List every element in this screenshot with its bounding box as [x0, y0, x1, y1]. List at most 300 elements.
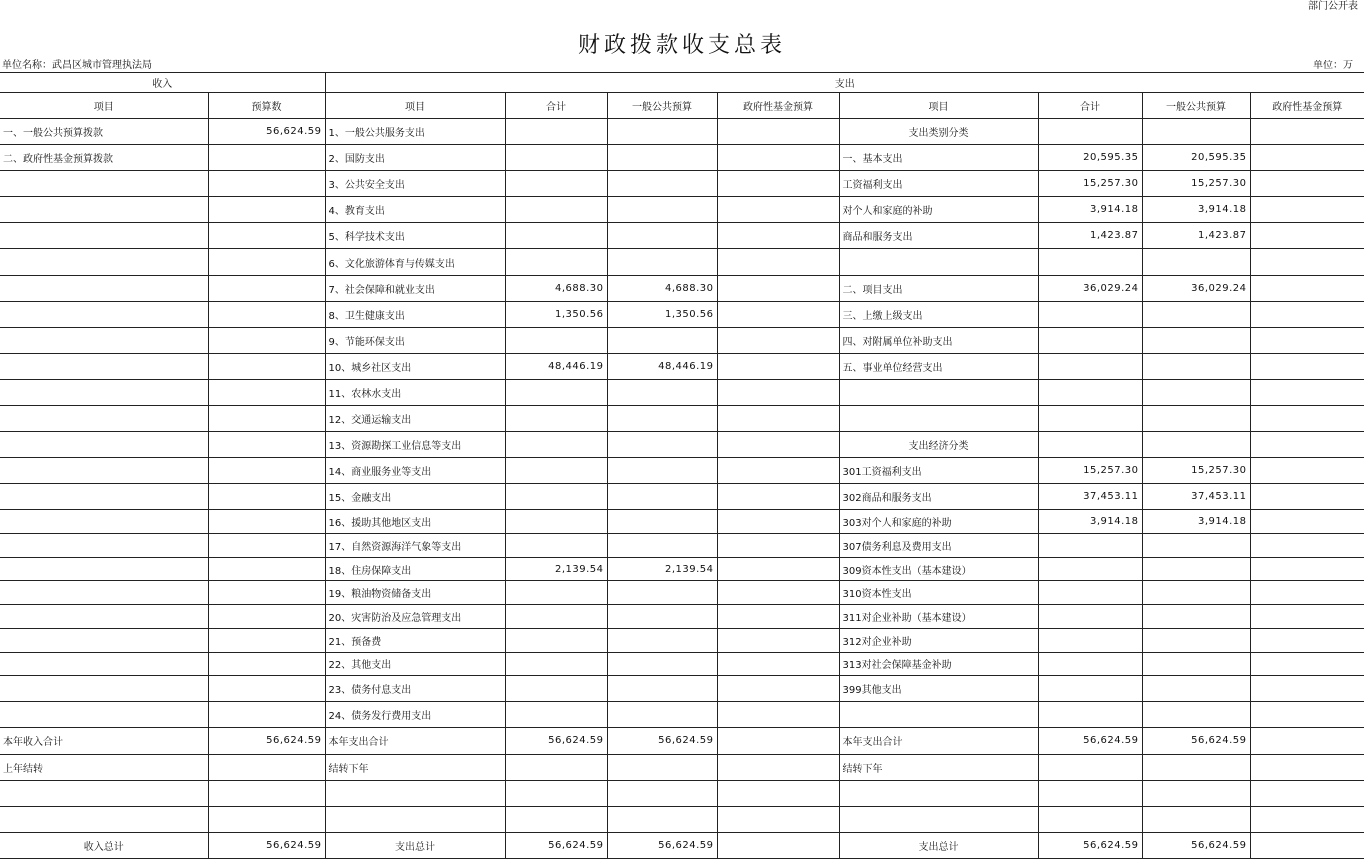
expense-general-budget-cell — [607, 806, 717, 832]
expense-total-cell — [505, 581, 607, 605]
category-item-cell: 商品和服务支出 — [839, 223, 1038, 249]
expense-general-budget-cell — [607, 223, 717, 249]
category-item-cell: 支出类别分类 — [839, 119, 1038, 145]
category-item-cell: 302商品和服务支出 — [839, 484, 1038, 510]
category-general-budget-cell: 56,624.59 — [1142, 728, 1250, 754]
expense-general-budget-cell — [607, 510, 717, 534]
income-item-cell: 收入总计 — [0, 832, 208, 858]
category-item-cell: 一、基本支出 — [839, 145, 1038, 171]
category-fund-budget-cell — [1250, 406, 1364, 432]
category-item-cell: 二、项目支出 — [839, 275, 1038, 301]
expense-general-budget-cell — [607, 432, 717, 458]
category-general-budget-cell: 36,029.24 — [1142, 275, 1250, 301]
income-budget-cell — [208, 197, 325, 223]
category-item-cell: 四、对附属单位补助支出 — [839, 327, 1038, 353]
table-row — [0, 223, 1364, 249]
expense-fund-budget-cell — [717, 145, 839, 171]
income-budget-cell — [208, 145, 325, 171]
category-general-budget-cell — [1142, 605, 1250, 629]
expense-item-cell: 9、节能环保支出 — [325, 327, 505, 353]
expense-item-cell: 6、文化旅游体育与传媒支出 — [325, 249, 505, 275]
expense-general-budget-cell — [607, 780, 717, 806]
category-fund-budget-cell — [1250, 327, 1364, 353]
category-general-budget-cell — [1142, 557, 1250, 581]
expense-total-cell — [505, 628, 607, 652]
category-item-cell — [839, 702, 1038, 728]
category-item-cell: 311对企业补助（基本建设） — [839, 605, 1038, 629]
expense-item-cell: 支出总计 — [325, 832, 505, 858]
income-budget-cell — [208, 702, 325, 728]
expense-general-budget-cell — [607, 702, 717, 728]
income-budget-cell — [208, 353, 325, 379]
category-total-cell — [1038, 652, 1142, 676]
expense-item-cell: 结转下年 — [325, 754, 505, 780]
category-general-budget-cell: 56,624.59 — [1142, 832, 1250, 858]
table-row — [0, 119, 1364, 145]
expense-fund-budget-cell — [717, 628, 839, 652]
income-item-cell — [0, 223, 208, 249]
table-row — [0, 557, 1364, 581]
expense-item-cell: 本年支出合计 — [325, 728, 505, 754]
category-item-cell — [839, 806, 1038, 832]
category-fund-budget-cell — [1250, 510, 1364, 534]
income-item-cell — [0, 806, 208, 832]
income-item-cell — [0, 197, 208, 223]
category-general-budget-cell: 37,453.11 — [1142, 484, 1250, 510]
income-item-cell — [0, 458, 208, 484]
expense-item-cell: 7、社会保障和就业支出 — [325, 275, 505, 301]
income-item-cell — [0, 510, 208, 534]
expense-general-budget-cell — [607, 652, 717, 676]
income-item-cell — [0, 301, 208, 327]
category-fund-budget-cell — [1250, 249, 1364, 275]
expense-fund-budget-cell — [717, 780, 839, 806]
category-fund-budget-cell — [1250, 223, 1364, 249]
category-fund-budget-cell — [1250, 458, 1364, 484]
income-budget-cell — [208, 301, 325, 327]
category-fund-budget-cell — [1250, 676, 1364, 702]
table-row — [0, 832, 1364, 858]
category-general-budget-cell — [1142, 119, 1250, 145]
expense-item-cell: 5、科学技术支出 — [325, 223, 505, 249]
expense-total-cell — [505, 754, 607, 780]
category-item-cell: 399其他支出 — [839, 676, 1038, 702]
category-general-budget-cell — [1142, 432, 1250, 458]
table-row — [0, 728, 1364, 754]
category-total-cell: 56,624.59 — [1038, 832, 1142, 858]
category-general-budget-cell: 15,257.30 — [1142, 171, 1250, 197]
income-budget-cell — [208, 379, 325, 405]
category-total-cell: 3,914.18 — [1038, 197, 1142, 223]
expense-item-cell: 23、债务付息支出 — [325, 676, 505, 702]
expense-total-cell — [505, 510, 607, 534]
income-item-cell — [0, 780, 208, 806]
unit-label: 单位：万 — [1313, 60, 1353, 71]
expense-fund-budget-header: 政府性基金预算 — [717, 93, 839, 119]
category-item-cell: 310资本性支出 — [839, 581, 1038, 605]
expense-general-budget-cell — [607, 534, 717, 558]
category-general-budget-cell — [1142, 406, 1250, 432]
table-body — [0, 119, 1364, 859]
expense-item-cell: 24、债务发行费用支出 — [325, 702, 505, 728]
income-item-cell — [0, 605, 208, 629]
category-total-cell — [1038, 605, 1142, 629]
expense-total-cell: 1,350.56 — [505, 301, 607, 327]
category-item-cell — [839, 379, 1038, 405]
category-fund-budget-header: 政府性基金预算 — [1250, 93, 1364, 119]
income-item-cell — [0, 432, 208, 458]
category-general-budget-cell — [1142, 628, 1250, 652]
budget-summary-table — [0, 72, 1364, 859]
expense-general-budget-cell — [607, 171, 717, 197]
table-row — [0, 406, 1364, 432]
table-row — [0, 484, 1364, 510]
expense-general-budget-cell — [607, 249, 717, 275]
expense-general-budget-cell — [607, 327, 717, 353]
expense-general-budget-cell — [607, 484, 717, 510]
category-item-cell: 301工资福利支出 — [839, 458, 1038, 484]
expense-total-cell: 4,688.30 — [505, 275, 607, 301]
expense-general-budget-cell: 2,139.54 — [607, 557, 717, 581]
category-total-header: 合计 — [1038, 93, 1142, 119]
category-fund-budget-cell — [1250, 145, 1364, 171]
expense-general-budget-cell — [607, 754, 717, 780]
income-budget-cell — [208, 534, 325, 558]
expense-fund-budget-cell — [717, 458, 839, 484]
table-row — [0, 458, 1364, 484]
category-general-budget-cell — [1142, 652, 1250, 676]
category-item-cell: 三、上缴上级支出 — [839, 301, 1038, 327]
expense-fund-budget-cell — [717, 249, 839, 275]
category-total-cell — [1038, 301, 1142, 327]
expense-item-cell: 21、预备费 — [325, 628, 505, 652]
income-budget-cell — [208, 432, 325, 458]
income-budget-cell — [208, 249, 325, 275]
expense-item-cell: 18、住房保障支出 — [325, 557, 505, 581]
expense-total-cell — [505, 197, 607, 223]
expense-item-cell: 19、粮油物资储备支出 — [325, 581, 505, 605]
expense-general-budget-cell — [607, 379, 717, 405]
expense-total-cell — [505, 327, 607, 353]
category-total-cell: 20,595.35 — [1038, 145, 1142, 171]
expense-fund-budget-cell — [717, 223, 839, 249]
column-header-row — [0, 93, 1364, 119]
category-general-budget-cell: 3,914.18 — [1142, 197, 1250, 223]
income-budget-cell — [208, 275, 325, 301]
income-budget-cell — [208, 676, 325, 702]
table-row — [0, 754, 1364, 780]
table-row — [0, 510, 1364, 534]
expense-total-cell — [505, 806, 607, 832]
category-total-cell: 56,624.59 — [1038, 728, 1142, 754]
expense-total-cell — [505, 171, 607, 197]
income-item-cell — [0, 484, 208, 510]
income-budget-cell — [208, 171, 325, 197]
category-total-cell — [1038, 676, 1142, 702]
category-total-cell — [1038, 702, 1142, 728]
category-general-budget-cell: 20,595.35 — [1142, 145, 1250, 171]
category-total-cell — [1038, 406, 1142, 432]
category-general-budget-cell — [1142, 702, 1250, 728]
expense-fund-budget-cell — [717, 652, 839, 676]
expense-general-budget-cell — [607, 197, 717, 223]
expense-fund-budget-cell — [717, 557, 839, 581]
expense-total-cell — [505, 145, 607, 171]
expense-fund-budget-cell — [717, 275, 839, 301]
category-item-cell: 313对社会保障基金补助 — [839, 652, 1038, 676]
category-item-cell — [839, 249, 1038, 275]
income-budget-cell — [208, 605, 325, 629]
table-row — [0, 171, 1364, 197]
table-row — [0, 581, 1364, 605]
category-general-budget-cell — [1142, 780, 1250, 806]
table-row — [0, 379, 1364, 405]
income-item-cell: 本年收入合计 — [0, 728, 208, 754]
income-item-cell — [0, 534, 208, 558]
expense-fund-budget-cell — [717, 171, 839, 197]
income-item-cell — [0, 249, 208, 275]
category-fund-budget-cell — [1250, 534, 1364, 558]
income-item-cell: 二、政府性基金预算拨款 — [0, 145, 208, 171]
expense-fund-budget-cell — [717, 379, 839, 405]
category-fund-budget-cell — [1250, 197, 1364, 223]
category-general-budget-cell: 15,257.30 — [1142, 458, 1250, 484]
category-total-cell — [1038, 806, 1142, 832]
category-fund-budget-cell — [1250, 119, 1364, 145]
table-row — [0, 534, 1364, 558]
expense-fund-budget-cell — [717, 510, 839, 534]
income-item-header: 项目 — [0, 93, 208, 119]
category-general-budget-cell — [1142, 754, 1250, 780]
expense-general-budget-cell — [607, 581, 717, 605]
expense-fund-budget-cell — [717, 806, 839, 832]
category-total-cell — [1038, 780, 1142, 806]
category-general-budget-cell: 3,914.18 — [1142, 510, 1250, 534]
category-fund-budget-cell — [1250, 484, 1364, 510]
expense-item-cell: 14、商业服务业等支出 — [325, 458, 505, 484]
table-row — [0, 605, 1364, 629]
expense-general-budget-cell: 48,446.19 — [607, 353, 717, 379]
income-budget-cell — [208, 406, 325, 432]
category-fund-budget-cell — [1250, 728, 1364, 754]
category-item-cell: 工资福利支出 — [839, 171, 1038, 197]
income-item-cell — [0, 171, 208, 197]
category-total-cell: 37,453.11 — [1038, 484, 1142, 510]
category-total-cell: 36,029.24 — [1038, 275, 1142, 301]
expense-total-cell — [505, 534, 607, 558]
category-fund-budget-cell — [1250, 832, 1364, 858]
expense-general-budget-cell: 56,624.59 — [607, 832, 717, 858]
income-budget-cell — [208, 458, 325, 484]
category-total-cell — [1038, 534, 1142, 558]
expense-item-cell: 4、教育支出 — [325, 197, 505, 223]
expense-general-budget-cell — [607, 458, 717, 484]
category-fund-budget-cell — [1250, 652, 1364, 676]
category-item-cell: 结转下年 — [839, 754, 1038, 780]
expense-fund-budget-cell — [717, 534, 839, 558]
income-budget-cell — [208, 484, 325, 510]
income-budget-cell — [208, 628, 325, 652]
category-fund-budget-cell — [1250, 780, 1364, 806]
table-row — [0, 301, 1364, 327]
category-total-cell — [1038, 432, 1142, 458]
income-item-cell — [0, 275, 208, 301]
expense-general-budget-cell — [607, 145, 717, 171]
expense-general-budget-cell — [607, 628, 717, 652]
expense-total-cell: 48,446.19 — [505, 353, 607, 379]
expense-fund-budget-cell — [717, 702, 839, 728]
category-general-budget-cell — [1142, 301, 1250, 327]
expense-fund-budget-cell — [717, 353, 839, 379]
table-row — [0, 780, 1364, 806]
expense-total-cell — [505, 406, 607, 432]
category-item-cell — [839, 780, 1038, 806]
expense-item-cell — [325, 806, 505, 832]
income-budget-cell — [208, 581, 325, 605]
category-fund-budget-cell — [1250, 605, 1364, 629]
expense-item-cell: 15、金融支出 — [325, 484, 505, 510]
category-fund-budget-cell — [1250, 301, 1364, 327]
income-budget-cell — [208, 557, 325, 581]
expense-fund-budget-cell — [717, 197, 839, 223]
category-general-budget-cell — [1142, 327, 1250, 353]
income-item-cell — [0, 557, 208, 581]
category-general-budget-cell — [1142, 353, 1250, 379]
income-group-header: 收入 — [0, 73, 325, 93]
expense-group-header: 支出 — [325, 73, 1364, 93]
expense-total-cell — [505, 379, 607, 405]
table-row — [0, 197, 1364, 223]
category-fund-budget-cell — [1250, 353, 1364, 379]
income-item-cell — [0, 406, 208, 432]
category-total-cell — [1038, 379, 1142, 405]
category-total-cell: 3,914.18 — [1038, 510, 1142, 534]
expense-item-header: 项目 — [325, 93, 505, 119]
income-budget-cell: 56,624.59 — [208, 728, 325, 754]
group-header-row — [0, 73, 1364, 93]
table-row — [0, 702, 1364, 728]
expense-item-cell: 2、国防支出 — [325, 145, 505, 171]
expense-item-cell: 16、援助其他地区支出 — [325, 510, 505, 534]
income-budget-cell — [208, 780, 325, 806]
expense-fund-budget-cell — [717, 605, 839, 629]
category-fund-budget-cell — [1250, 754, 1364, 780]
income-budget-cell — [208, 327, 325, 353]
category-general-budget-header: 一般公共预算 — [1142, 93, 1250, 119]
expense-item-cell: 3、公共安全支出 — [325, 171, 505, 197]
page-title: 财政拨款收支总表 — [577, 33, 786, 58]
category-item-cell — [839, 406, 1038, 432]
expense-item-cell — [325, 780, 505, 806]
income-item-cell: 上年结转 — [0, 754, 208, 780]
income-item-cell — [0, 379, 208, 405]
expense-fund-budget-cell — [717, 832, 839, 858]
category-fund-budget-cell — [1250, 171, 1364, 197]
category-fund-budget-cell — [1250, 379, 1364, 405]
category-item-cell: 312对企业补助 — [839, 628, 1038, 652]
category-total-cell: 15,257.30 — [1038, 171, 1142, 197]
category-total-cell — [1038, 249, 1142, 275]
expense-total-cell — [505, 249, 607, 275]
income-budget-cell — [208, 652, 325, 676]
expense-fund-budget-cell — [717, 406, 839, 432]
category-item-header: 项目 — [839, 93, 1038, 119]
table-row — [0, 628, 1364, 652]
expense-fund-budget-cell — [717, 676, 839, 702]
expense-fund-budget-cell — [717, 754, 839, 780]
expense-total-cell: 2,139.54 — [505, 557, 607, 581]
table-row — [0, 353, 1364, 379]
expense-general-budget-cell: 1,350.56 — [607, 301, 717, 327]
category-fund-budget-cell — [1250, 275, 1364, 301]
category-fund-budget-cell — [1250, 432, 1364, 458]
expense-fund-budget-cell — [717, 581, 839, 605]
expense-item-cell: 10、城乡社区支出 — [325, 353, 505, 379]
category-total-cell: 1,423.87 — [1038, 223, 1142, 249]
category-total-cell — [1038, 119, 1142, 145]
expense-total-cell — [505, 458, 607, 484]
income-budget-cell — [208, 223, 325, 249]
table-header — [0, 73, 1364, 119]
category-fund-budget-cell — [1250, 806, 1364, 832]
income-item-cell — [0, 652, 208, 676]
table-row — [0, 249, 1364, 275]
income-item-cell — [0, 581, 208, 605]
income-item-cell — [0, 327, 208, 353]
expense-item-cell: 13、资源勘探工业信息等支出 — [325, 432, 505, 458]
expense-item-cell: 1、一般公共服务支出 — [325, 119, 505, 145]
table-row — [0, 432, 1364, 458]
income-budget-cell — [208, 510, 325, 534]
expense-total-cell: 56,624.59 — [505, 832, 607, 858]
category-fund-budget-cell — [1250, 581, 1364, 605]
expense-general-budget-cell — [607, 406, 717, 432]
table-row — [0, 652, 1364, 676]
expense-total-cell — [505, 780, 607, 806]
expense-fund-budget-cell — [717, 327, 839, 353]
category-general-budget-cell — [1142, 581, 1250, 605]
expense-total-cell — [505, 652, 607, 676]
category-item-cell: 支出经济分类 — [839, 432, 1038, 458]
expense-fund-budget-cell — [717, 432, 839, 458]
expense-total-cell — [505, 119, 607, 145]
table-row — [0, 145, 1364, 171]
income-budget-cell — [208, 754, 325, 780]
expense-item-cell: 12、交通运输支出 — [325, 406, 505, 432]
expense-general-budget-cell — [607, 676, 717, 702]
category-item-cell: 五、事业单位经营支出 — [839, 353, 1038, 379]
category-item-cell: 支出总计 — [839, 832, 1038, 858]
category-general-budget-cell — [1142, 534, 1250, 558]
category-total-cell — [1038, 581, 1142, 605]
category-total-cell: 15,257.30 — [1038, 458, 1142, 484]
category-general-budget-cell — [1142, 379, 1250, 405]
category-general-budget-cell — [1142, 806, 1250, 832]
expense-general-budget-cell — [607, 605, 717, 629]
income-item-cell — [0, 702, 208, 728]
income-item-cell — [0, 353, 208, 379]
income-item-cell: 一、一般公共预算拨款 — [0, 119, 208, 145]
expense-total-cell — [505, 702, 607, 728]
category-item-cell: 本年支出合计 — [839, 728, 1038, 754]
expense-total-cell: 56,624.59 — [505, 728, 607, 754]
expense-general-budget-cell — [607, 119, 717, 145]
category-total-cell — [1038, 327, 1142, 353]
category-general-budget-cell — [1142, 249, 1250, 275]
document-tag: 部门公开表 — [1308, 1, 1358, 12]
income-budget-cell: 56,624.59 — [208, 119, 325, 145]
expense-item-cell: 17、自然资源海洋气象等支出 — [325, 534, 505, 558]
